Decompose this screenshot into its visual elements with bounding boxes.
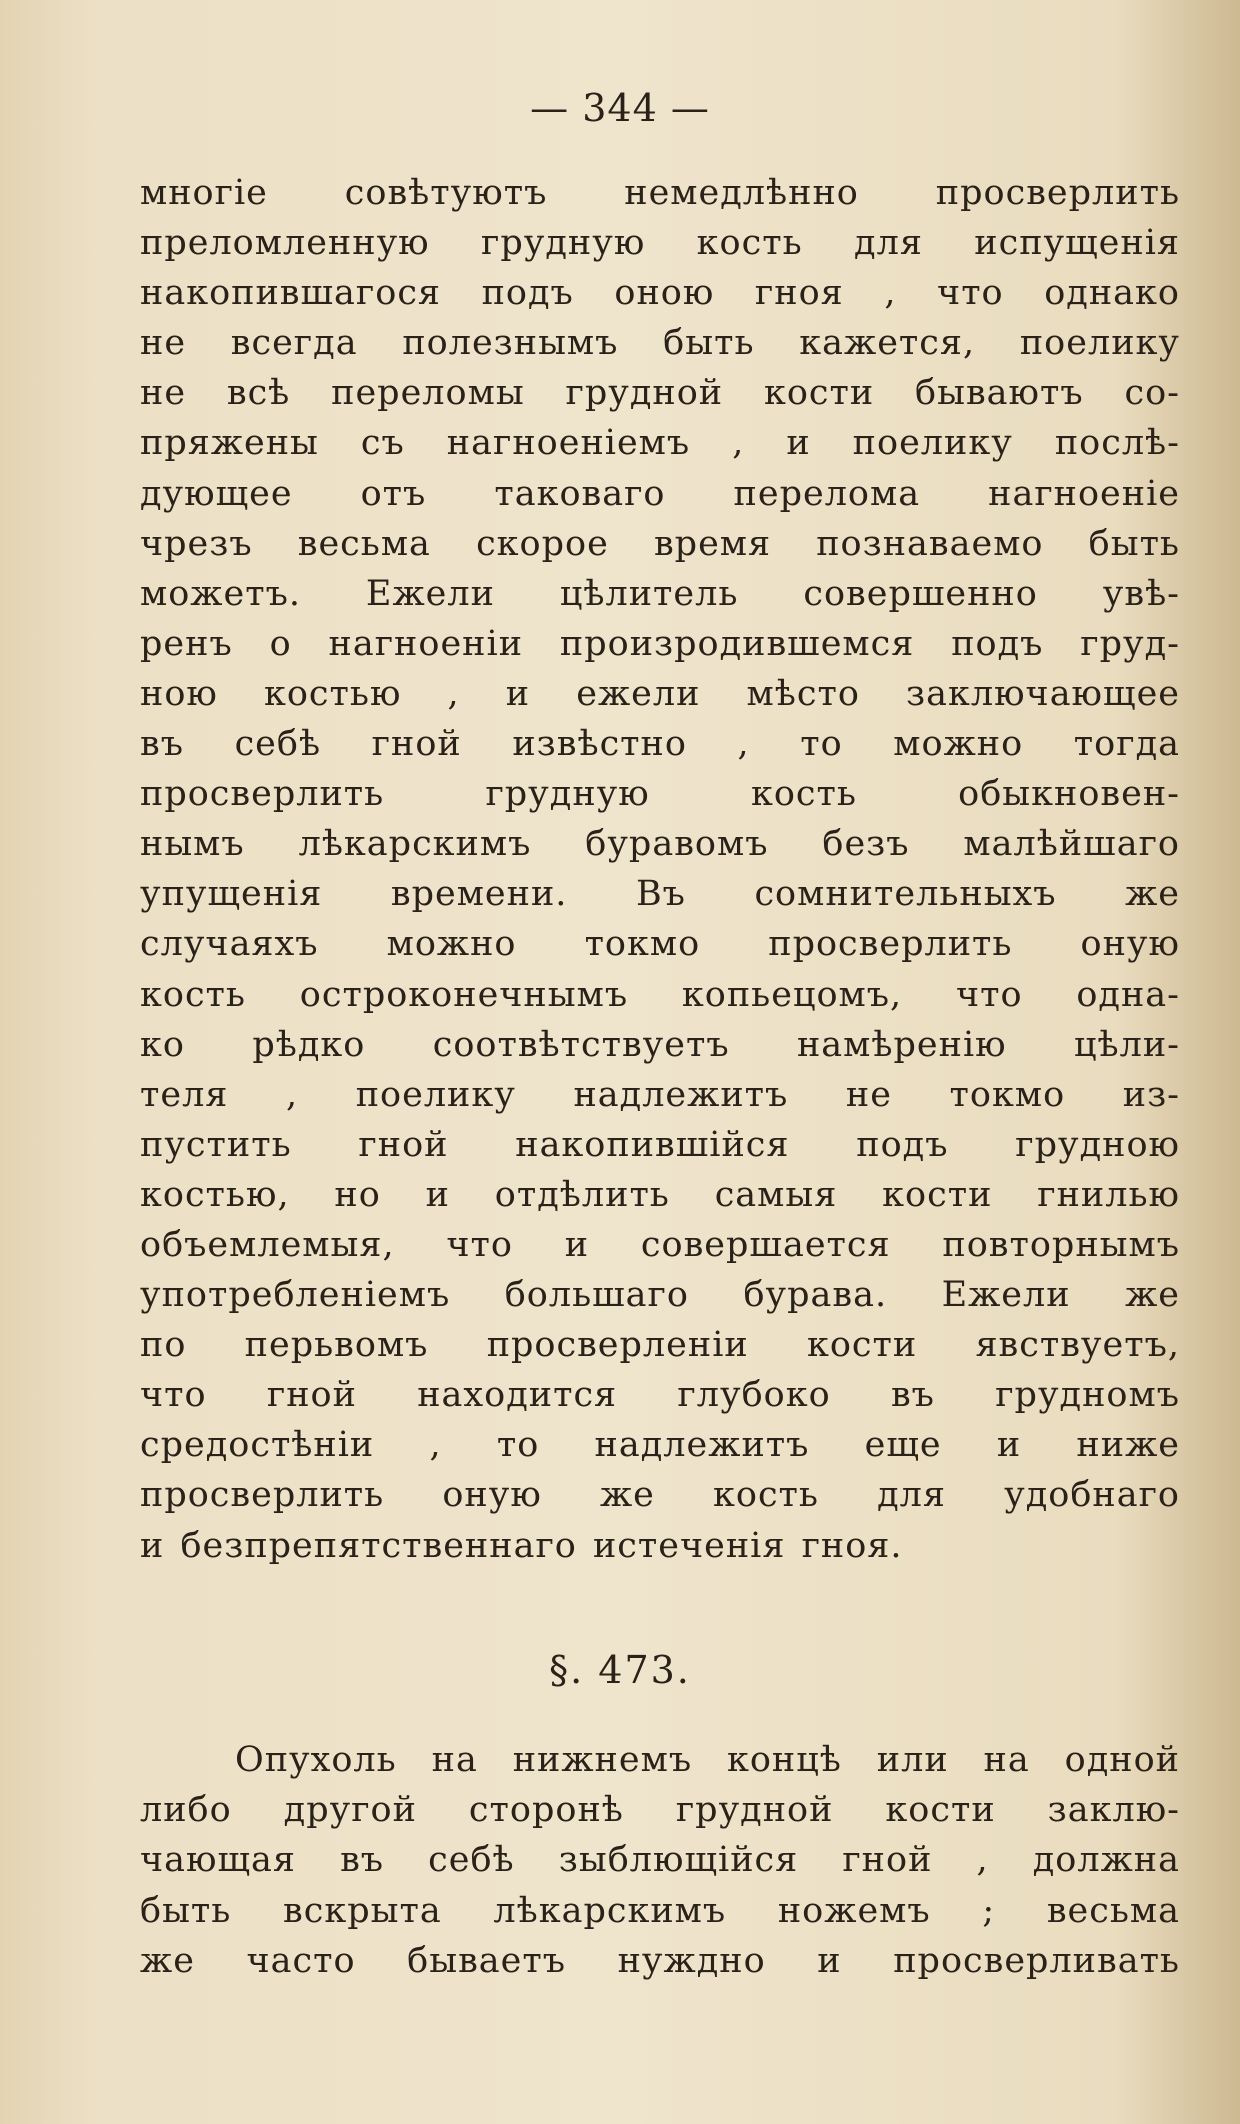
text-line: пряжены съ нагноеніемъ , и поелику послѣ- bbox=[140, 423, 1180, 464]
text-line: средостѣніи , то надлежитъ еще и ниже bbox=[140, 1425, 1180, 1466]
text-line: теля , поелику надлежитъ не токмо из- bbox=[140, 1074, 1180, 1115]
text-line: преломленную грудную кость для испущенія bbox=[140, 223, 1180, 264]
text-line: чающая въ себѣ зыблющійся гной , должна bbox=[140, 1840, 1180, 1881]
text-line: кость остроконечнымъ копьецомъ, что одна- bbox=[140, 974, 1180, 1015]
text-line: костью, но и отдѣлить самыя кости гнилью bbox=[140, 1174, 1180, 1215]
text-line: въ себѣ гной извѣстно , то можно тогда bbox=[140, 724, 1180, 765]
text-line: быть вскрыта лѣкарскимъ ножемъ ; весьма bbox=[140, 1890, 1180, 1931]
paragraph-2 bbox=[140, 1735, 1180, 1986]
text-line: ренъ о нагноеніи произродившемся подъ груд- bbox=[140, 623, 1180, 664]
text-line: что гной находится глубоко въ грудномъ bbox=[140, 1375, 1180, 1416]
text-line: нымъ лѣкарскимъ буравомъ безъ малѣйшаго bbox=[140, 824, 1180, 865]
paragraph-1 bbox=[140, 168, 1180, 1571]
text-line: просверлить грудную кость обыкновен- bbox=[140, 774, 1180, 815]
text-line: многіе совѣтуютъ немедлѣнно просверлить bbox=[140, 173, 1180, 213]
text-line: по перьвомъ просверленіи кости явствуетъ, bbox=[140, 1325, 1180, 1366]
text-line: случаяхъ можно токмо просверлить оную bbox=[140, 924, 1180, 965]
text-line: Опухоль на нижнемъ концѣ или на одной bbox=[235, 1740, 1180, 1780]
text-line: же часто бываетъ нуждно и просверливать bbox=[140, 1940, 1180, 1981]
text-line: употребленіемъ большаго бурава. Ежели же bbox=[140, 1275, 1180, 1316]
page-number: — 344 — bbox=[530, 86, 710, 130]
text-line: не всѣ переломы грудной кости бываютъ со- bbox=[140, 373, 1180, 414]
text-line: пустить гной накопившійся подъ грудною bbox=[140, 1124, 1180, 1165]
text-line: объемлемыя, что и совершается повторнымъ bbox=[140, 1224, 1180, 1265]
section-heading: §. 473. bbox=[549, 1648, 691, 1692]
text-line: дующее отъ таковаго перелома нагноеніе bbox=[140, 473, 1180, 514]
text-line: можетъ. Ежели цѣлитель совершенно увѣ- bbox=[140, 573, 1180, 614]
text-line: либо другой сторонѣ грудной кости заклю- bbox=[140, 1790, 1180, 1831]
text-line: просверлить оную же кость для удобнаго bbox=[140, 1475, 1180, 1516]
text-line: ко рѣдко соотвѣтствуетъ намѣренію цѣли- bbox=[140, 1024, 1180, 1065]
text-line: чрезъ весьма скорое время познаваемо быть bbox=[140, 523, 1180, 564]
text-line: упущенія времени. Въ сомнительныхъ же bbox=[140, 874, 1180, 915]
text-line: не всегда полезнымъ быть кажется, поелику bbox=[140, 323, 1180, 364]
text-line: накопившагося подъ оною гноя , что однако bbox=[140, 273, 1180, 314]
text-line: ною костью , и ежели мѣсто заключающее bbox=[140, 673, 1180, 714]
text-line: и безпрепятственнаго истеченія гноя. bbox=[140, 1525, 903, 1566]
